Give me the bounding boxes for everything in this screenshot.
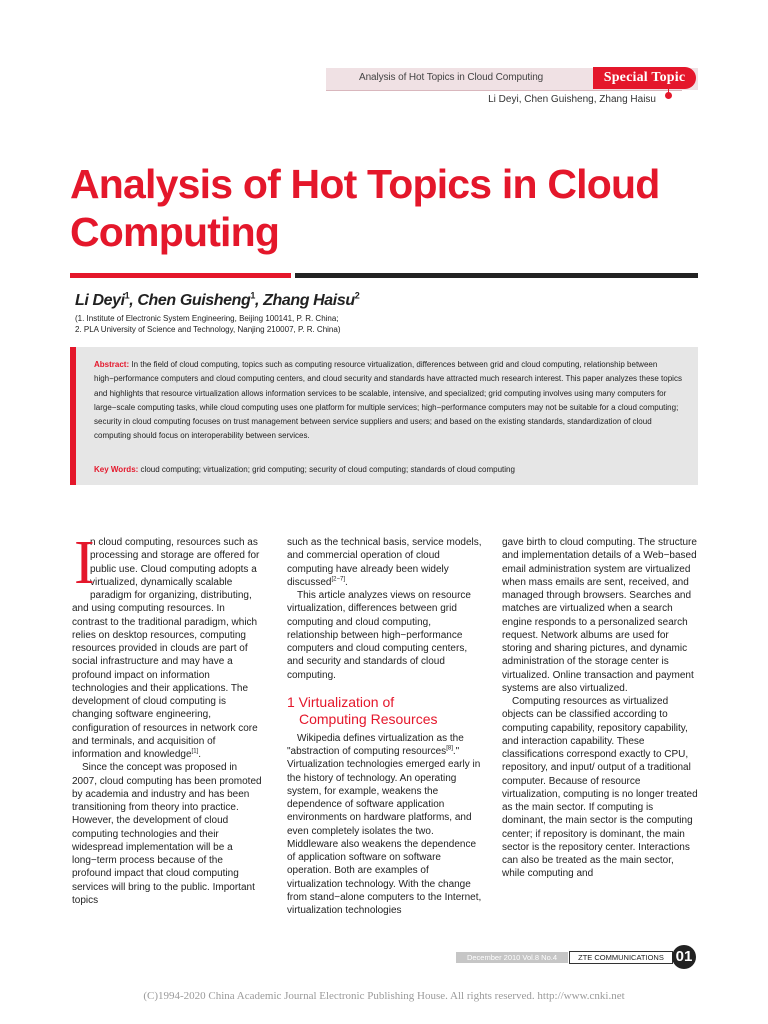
issue-date: December 2010 Vol.8 No.4: [456, 952, 568, 963]
running-header-rule: [326, 90, 682, 91]
citation: [1]: [191, 748, 199, 755]
keywords-text: cloud computing; virtualization; grid computing; security of cloud computing; standards of cloud computing: [138, 465, 515, 474]
body-column-3: [502, 536, 698, 881]
paragraph: such as the technical basis, service models, and commercial operation of cloud computing have already been widely discussed[2−7].: [287, 537, 482, 588]
abstract-text: In the field of cloud computing, topics such as computing resource virtualization, differences between grid and cloud computing, relationship between high−performance computers and cloud computing centers, and cloud security and standards have attracted much research interest. This paper analyzes these topics and highlights that resource virtualization allows information services to be scalable, intensive, and specialized; grid computing involves using many computers for large−scale computing tasks, while cloud computing uses one platform for multiple services; high−performance computers may not be suitable for a cloud computing; security in cloud computing focuses on trust management between service suppliers and users; and based on the existing standards, standardization of cloud computing should focus on interoperability between services.: [94, 360, 682, 441]
paragraph: I n cloud computing, resources such as processing and storage are offered for public use. Cloud computing adopts a virtualized, dynamically scalable paradigm for organizing, distributing, and using computing resources. In contrast to the traditional paradigm, which relies on desktop resources, computing resources provided in clouds are part of social infrastructure and may have a profound impact on information technologies and their applications. The development of cloud computing is changing software engineering, configuration of resources in network core and terminals, and acquisition of information and knowledge[1].: [72, 529, 260, 760]
keywords: [94, 464, 682, 476]
citation: [8]: [446, 745, 453, 752]
body-column-2: [287, 536, 482, 917]
author-name: Zhang Haisu: [263, 292, 355, 309]
author-name: Li Deyi: [75, 292, 125, 309]
running-title: Analysis of Hot Topics in Cloud Computing: [359, 72, 544, 83]
section-heading: [287, 694, 482, 728]
tag-dot-icon: [665, 92, 672, 99]
author-list: Li Deyi$^1$, Chen Guisheng$^1$, Zhang Haisu$^2$: [75, 290, 360, 309]
copyright-notice: (C)1994-2020 China Academic Journal Electronic Publishing House. All rights reserved. http://www.cnki.net: [143, 990, 625, 1002]
affiliation-line: 2. PLA University of Science and Technology, Nanjing 210007, P. R. China): [75, 325, 341, 334]
author-affil-mark: 2: [354, 290, 360, 301]
affiliations: [75, 313, 341, 335]
title-rule-red: [70, 273, 291, 278]
author-name: Chen Guisheng: [137, 292, 251, 309]
article-title: Analysis of Hot Topics in Cloud Computing: [70, 161, 660, 255]
citation: [2−7]: [331, 576, 345, 583]
running-authors: Li Deyi, Chen Guisheng, Zhang Haisu: [488, 94, 656, 105]
paragraph: gave birth to cloud computing. The structure and implementation details of a Web−based email administration system are virtualized when mass emails are sent, received, and managed through browsers. Searches and matches are virtualized when a search engine responds to a personalized search request. Network albums are used for storing and sharing pictures, and dynamic administration of the storage center is virtualized. Online transaction and payment systems are also virtualized.: [502, 537, 697, 694]
author-affil-mark: 1: [250, 290, 256, 301]
section-heading-line: Computing Resources: [299, 710, 438, 727]
drop-cap: I: [74, 529, 95, 597]
abstract-accent-bar: [70, 347, 76, 485]
paragraph: Wikipedia defines virtualization as the "abstraction of computing resources[8]." Virtualization technologies emerged early in the history of technology. An operating system, for example, weakens the dependence of software application environments on hardware platforms, and even completely isolates the two. Middleware also weakens the dependence of application software on software operation. Both are examples of virtualization technology. With the change from stand−alone computers to the Internet, virtualization technologies: [287, 732, 482, 916]
special-topic-tag: Special Topic: [593, 67, 696, 89]
abstract: [94, 358, 682, 444]
page-number: 01: [672, 945, 696, 969]
magazine-name: ZTE COMMUNICATIONS: [569, 951, 673, 964]
paragraph: Computing resources as virtualized objects can be classified according to computing capability, repository capability, and interaction capability. These classifications correspond exactly to CPU, repository, and input/ output of a traditional computer. Because of resource virtualization, computing is no longer treated as the main sector. If computing is dominant, the main sector is the computing center; if repository is dominant, the main sector is the repository center. Interactions can also be treated as the main sector, while computing and: [502, 696, 698, 880]
title-rule-black: [295, 273, 698, 278]
affiliation-line: (1. Institute of Electronic System Engineering, Beijing 100141, P. R. China;: [75, 314, 339, 323]
abstract-label: Abstract:: [94, 360, 130, 369]
paragraph: Since the concept was proposed in 2007, cloud computing has been promoted by academia and industry and has been transitioning from theory into practice. However, the development of cloud computing technologies and their widespread implementation will be a long−term process because of the profound impact that cloud computing services will bring to the public. Important topics: [72, 762, 262, 906]
paragraph: This article analyzes views on resource virtualization, differences between grid computing and cloud computing, relationship between high−performance computers and cloud computing centers, and security and standards of cloud computing.: [287, 590, 471, 681]
body-column-1: [72, 529, 262, 907]
author-affil-mark: 1: [124, 290, 130, 301]
section-heading-line: 1 Virtualization of: [287, 693, 395, 710]
keywords-label: Key Words:: [94, 465, 139, 474]
